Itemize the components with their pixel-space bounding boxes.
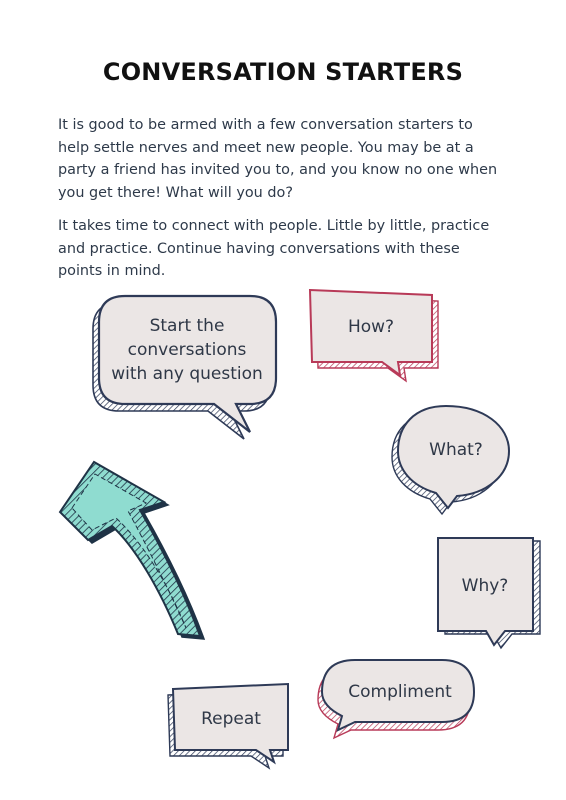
practice-paragraph: It takes time to connect with people. Little by little, practice and practice. Continue having conversations with these points in mind. xyxy=(58,218,490,279)
repeat-bubble-label: Repeat xyxy=(201,709,261,729)
curved-arrow-up-icon xyxy=(60,462,204,639)
why-bubble-label: Why? xyxy=(461,576,509,596)
start-bubble-label: Start the conversations with any question xyxy=(111,316,263,384)
how-bubble-label: How? xyxy=(347,317,395,337)
what-bubble-label: What? xyxy=(429,440,483,460)
intro-paragraph: It is good to be armed with a few conversation starters to help settle nerves and meet new people. You may be at a party a friend has invited you to, and you know no one when you get there! What will you do? xyxy=(58,117,498,201)
page-title: CONVERSATION STARTERS xyxy=(102,58,464,86)
compliment-bubble-label: Compliment xyxy=(348,682,452,702)
